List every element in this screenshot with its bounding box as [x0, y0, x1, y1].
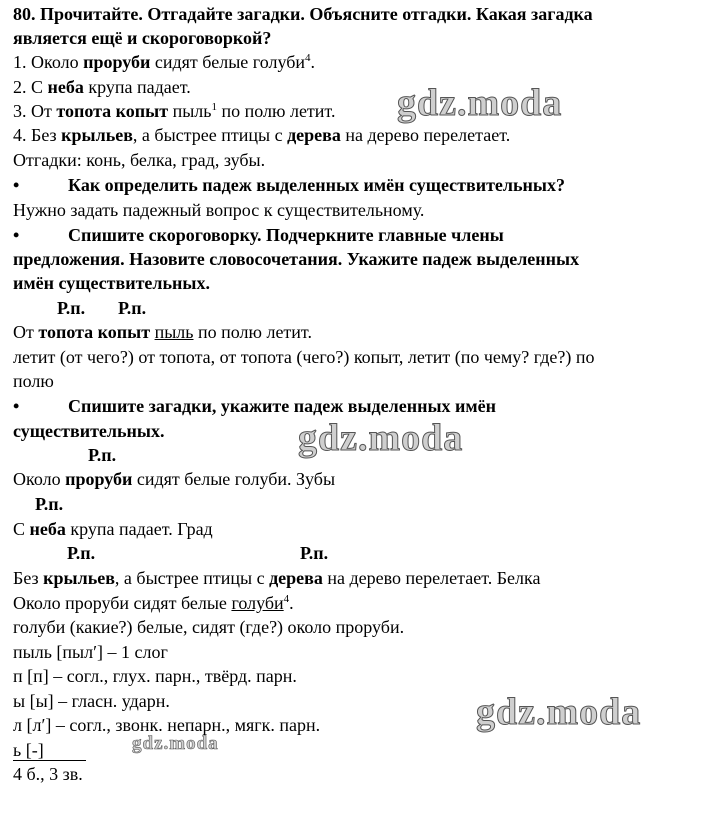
watermark: gdz.moda [298, 417, 464, 459]
q1-title: Как определить падеж выделенных имён существительных? [68, 175, 565, 195]
q3-title-line-1: Спишите загадки, укажите падеж выделенных имён [68, 396, 497, 416]
analysis-sentence [13, 593, 294, 613]
riddle-4-num: 4. Без [13, 125, 62, 145]
an-footnote: 4 [283, 593, 290, 605]
tt-subject-underlined: пыль [154, 322, 194, 342]
tt-rest: по полю летит. [193, 322, 312, 342]
q2-title-line-3: имён существительных. [13, 273, 210, 293]
q3r3-bold-2: дерева [269, 568, 323, 588]
total-divider [13, 760, 86, 761]
riddle-2-num: 2. С [13, 77, 48, 97]
phonetic-l: л [л′] – согл., звонк. непарн., мягк. парн. [13, 715, 321, 735]
q3r2-bold: неба [29, 519, 66, 539]
phonetic-word: пыль [пыл′] – 1 слог [13, 642, 168, 662]
q3-riddle-3 [13, 568, 540, 588]
riddle-2-rest: крупа падает. [83, 77, 191, 97]
bullet-3: • [13, 396, 20, 416]
riddle-1-rest: сидят белые голуби [150, 52, 306, 72]
q3r1-bold: проруби [65, 469, 133, 489]
watermark: gdz.moda [476, 691, 642, 733]
riddle-3-bold: топота копыт [56, 101, 169, 121]
riddle-3 [13, 101, 335, 121]
bullet-1: • [13, 175, 20, 195]
riddle-2 [13, 77, 191, 97]
q3r3-rest: на дерево перелетает. Белка [322, 568, 541, 588]
case-mark: Р.п. [67, 543, 96, 563]
bullet-2: • [13, 225, 20, 245]
q3-title-line-2: существительных. [13, 421, 165, 441]
case-mark: Р.п. [35, 494, 64, 514]
q3r3-bold-1: крыльев [43, 568, 115, 588]
riddle-1 [13, 52, 315, 72]
case-mark: Р.п. [300, 543, 329, 563]
riddle-4-rest: на дерево перелетает. [340, 125, 511, 145]
an-underlined: голуби [231, 593, 284, 613]
riddle-1-end: . [310, 52, 316, 72]
riddle-1-num: 1. Около [13, 52, 84, 72]
an-pre: Около проруби сидят белые [13, 593, 232, 613]
phrases-line-1: летит (от чего?) от топота, от топота (чего?) копыт, летит (по чему? где?) по [13, 347, 595, 367]
q1-answer: Нужно задать падежный вопрос к существительному. [13, 200, 425, 220]
phonetic-p: п [п] – согл., глух. парн., твёрд. парн. [13, 666, 297, 686]
watermark: gdz.moda [132, 733, 219, 754]
riddle-4 [13, 125, 510, 145]
q3r2-rest: крупа падает. Град [65, 519, 213, 539]
riddle-1-bold: проруби [83, 52, 151, 72]
case-mark: Р.п. [88, 445, 117, 465]
q3r3-pre: Без [13, 568, 44, 588]
riddle-3-rest: по полю летит. [217, 101, 336, 121]
answers-line: Отгадки: конь, белка, град, зубы. [13, 150, 266, 170]
tongue-twister-line [13, 322, 312, 342]
tt-bold: топота копыт [38, 322, 151, 342]
phonetic-y: ы [ы] – гласн. ударн. [13, 691, 170, 711]
riddle-3-mid: пыль [168, 101, 212, 121]
phrases-line-2: полю [13, 371, 54, 391]
tt-pre: От [13, 322, 39, 342]
riddle-4-bold-1: крыльев [61, 125, 133, 145]
riddle-4-mid: , а быстрее птицы с [132, 125, 288, 145]
riddle-3-num: 3. От [13, 101, 57, 121]
q3-riddle-1 [13, 469, 335, 489]
case-mark: Р.п. [57, 298, 86, 318]
riddle-2-bold: неба [47, 77, 84, 97]
case-mark: Р.п. [118, 298, 147, 318]
task-header-line-2: является ещё и скороговоркой? [13, 28, 272, 48]
q3r2-pre: С [13, 519, 30, 539]
phonetic-soft-sign: ь [-] [13, 740, 44, 760]
q3r1-rest: сидят белые голуби. Зубы [132, 469, 336, 489]
riddle-3-footnote: 1 [211, 101, 217, 113]
watermark: gdz.moda [397, 82, 563, 124]
riddle-4-bold-2: дерева [287, 125, 341, 145]
analysis-phrase: голуби (какие?) белые, сидят (где?) около проруби. [13, 617, 405, 637]
q2-title-line-1: Спишите скороговорку. Подчеркните главные члены [68, 225, 504, 245]
riddle-1-footnote: 4 [305, 52, 311, 64]
phonetic-total: 4 б., 3 зв. [13, 764, 83, 784]
q2-title-line-2: предложения. Назовите словосочетания. Укажите падеж выделенных [13, 249, 580, 269]
q3r1-pre: Около [13, 469, 66, 489]
an-end: . [289, 593, 294, 613]
task-header-line-1: 80. Прочитайте. Отгадайте загадки. Объясните отгадки. Какая загадка [13, 4, 593, 24]
q3-riddle-2 [13, 519, 213, 539]
q3r3-mid: , а быстрее птицы с [114, 568, 270, 588]
